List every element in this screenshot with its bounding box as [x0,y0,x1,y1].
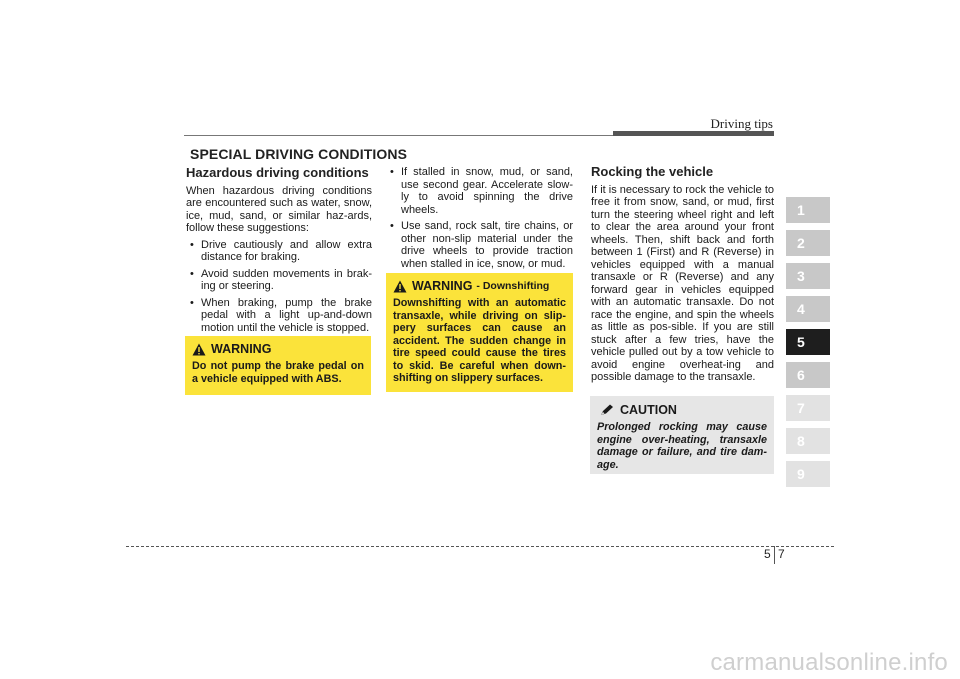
list-item: • Use sand, rock salt, tire chains, or other non-slip material under the drive wheels to provide traction when stalled in ice, snow, or mud. [386,220,573,270]
pencil-icon [600,404,614,416]
chapter-tab-8[interactable]: 8 [786,428,830,454]
chapter-tab-5[interactable]: 5 [786,329,830,355]
section-title: SPECIAL DRIVING CONDITIONS [190,146,408,162]
running-header-title: Driving tips [710,116,773,131]
caution-title [597,403,767,417]
hazardous-bullet-list [186,239,372,335]
rocking-heading: Rocking the vehicle [591,164,714,179]
caution-title-text: CAUTION [620,403,677,417]
rocking-text: If it is necessary to rock the vehicle to free it from snow, sand, or mud, first turn the steering wheel right and left to clear the area around your front wheels. Then, shift back and forth between 1 (First) and R (Reverse) in vehicles equipped with a manual transaxle or R (Reverse) and any forward gear in vehicles equipped with an automatic transaxle. Do not race the engine, and spin the wheels as little as pos-sible. If you are still stuck after a few tries, have the vehicle pulled out by a tow vehicle to avoid engine overheat-ing and possible damage to the transaxle. [591,183,774,383]
page-chapter-number: 5 [764,547,771,561]
list-item: • Avoid sudden movements in brak-ing or steering. [186,268,372,293]
list-item: • If stalled in snow, mud, or sand, use second gear. Accelerate slow-ly to avoid spinning the drive wheels. [386,166,573,216]
chapter-tabs [786,197,830,494]
caution-text: Prolonged rocking may cause engine over-heating, transaxle damage or failure, and tire dam-age. [597,421,767,471]
list-item: • Drive cautiously and allow extra distance for braking. [186,239,372,264]
warning-triangle-icon [192,343,206,356]
page-number: 7 [778,547,785,561]
column-stalled [386,166,573,274]
warning-box-downshifting [386,273,573,392]
footer-divider [774,546,775,564]
warning-text: Downshifting with an automatic transaxle, while driving on slip-pery surfaces can cause an accident. The sudden change in tire speed could cause the tires to skid. Be careful when down-shifting on slippery surfaces. [393,297,566,384]
column-rocking [591,166,774,384]
chapter-tab-1[interactable]: 1 [786,197,830,223]
warning-title [192,342,364,356]
caution-box [590,396,774,474]
warning-subtitle: - Downshifting [476,280,550,292]
hazardous-heading: Hazardous driving conditions [186,165,369,180]
chapter-tab-7[interactable]: 7 [786,395,830,421]
chapter-tab-9[interactable]: 9 [786,461,830,487]
footer-rule [126,546,834,547]
hazardous-intro: When hazardous driving conditions are encountered such as water, snow, ice, mud, sand, or similar haz-ards, follow these suggestions: [186,184,372,234]
stalled-bullet-list [386,166,573,270]
watermark: carmanualsonline.info [710,649,948,676]
warning-title-text: WARNING [211,342,272,356]
header-accent-bar [613,131,774,136]
warning-title-text: WARNING [412,279,473,293]
chapter-tab-4[interactable]: 4 [786,296,830,322]
chapter-tab-2[interactable]: 2 [786,230,830,256]
chapter-tab-3[interactable]: 3 [786,263,830,289]
warning-title [393,279,566,293]
list-item: • When braking, pump the brake pedal with a light up-and-down motion until the vehicle is stopped. [186,297,372,335]
warning-box-abs [185,336,371,395]
warning-text: Do not pump the brake pedal on a vehicle equipped with ABS. [192,360,364,385]
column-hazardous [186,167,372,338]
warning-triangle-icon [393,280,407,293]
chapter-tab-6[interactable]: 6 [786,362,830,388]
